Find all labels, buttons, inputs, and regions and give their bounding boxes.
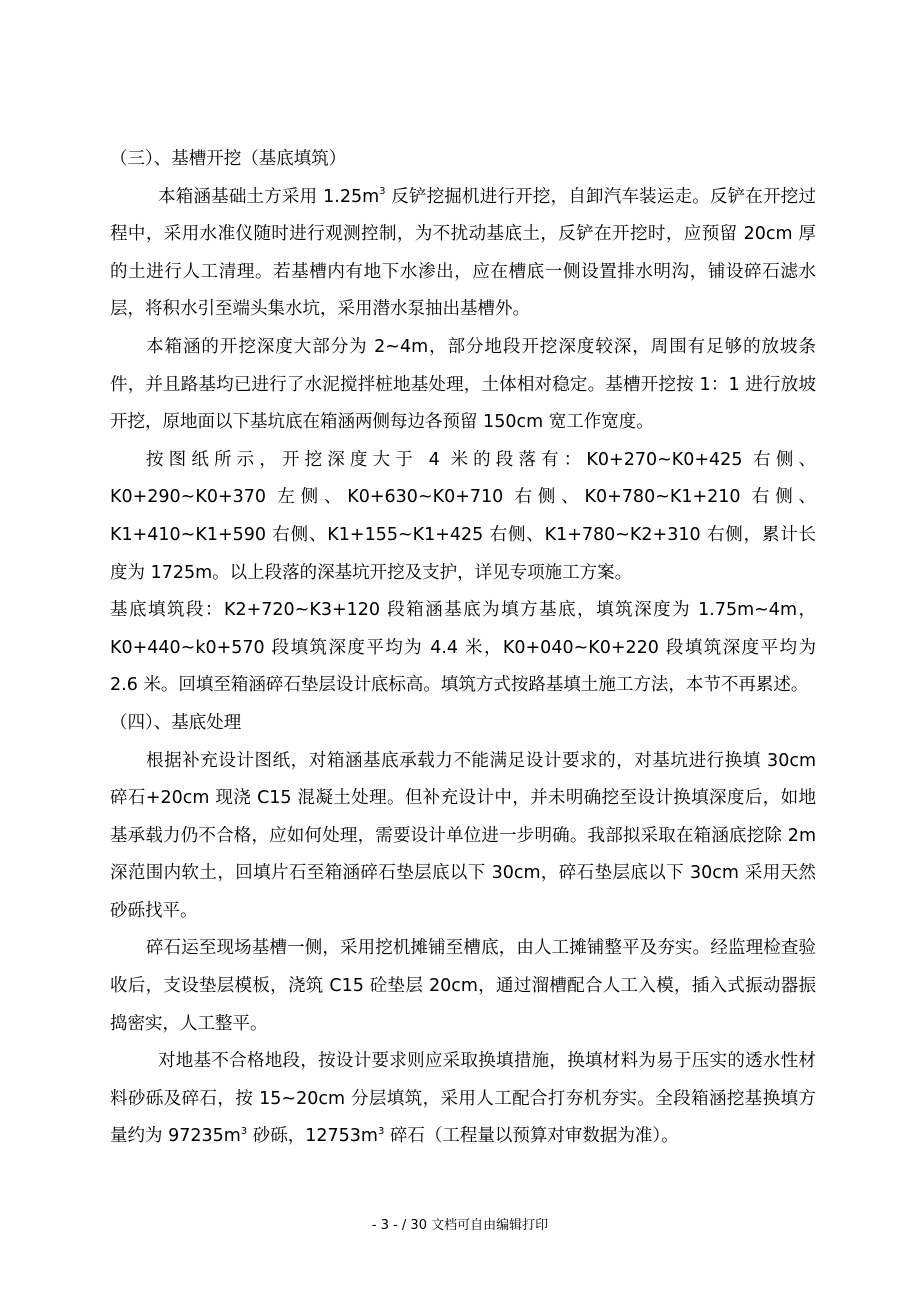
paragraph-replacement-fill	[110, 1043, 816, 1156]
paragraph-foundation-treatment: 根据补充设计图纸，对箱涵基底承载力不能满足设计要求的，对基坑进行换填 30cm 碎石+20cm 现浇 C15 混凝土处理。但补充设计中，并未明确挖至设计换填深度后，如地基承载力仍不合格，应如何处理，需要设计单位进一步明确。我部拟采取在箱涵底挖除 2m 深范围内软土，回填片石至箱涵碎石垫层底以下 30cm，碎石垫层底以下 30cm 采用天然砂砾找平。	[110, 750, 816, 921]
page-footer: - 3 - / 30 文档可自由编辑打印	[371, 1218, 549, 1233]
superscript: 3	[377, 1125, 385, 1137]
paragraph-deep-sections: 按图纸所示，开挖深度大于 4 米的段落有：K0+270~K0+425 右侧、K0+290~K0+370 左侧、K0+630~K0+710 右侧、K0+780~K1+210 右侧、K1+410~K1+590 右侧、K1+155~K1+425 右侧、K1+780~K2+310 右侧，累计长度为 1725m。以上段落的深基坑开挖及支护，详见专项施工方案。	[110, 449, 816, 583]
section-heading-3: （三）、基槽开挖（基底填筑）	[110, 149, 347, 169]
superscript: 3	[240, 1125, 248, 1137]
paragraph-text: 碎石（工程量以预算对审数据为准）。	[384, 1126, 679, 1147]
paragraph-gravel-placement: 碎石运至现场基槽一侧，采用挖机摊铺至槽底，由人工摊铺整平及夯实。经监理检查验收后，支设垫层模板，浇筑 C15 砼垫层 20cm，通过溜槽配合人工入模，插入式振动器振捣密实，人工整平。	[110, 938, 816, 1034]
paragraph-text: 砂砾，12753m	[247, 1126, 378, 1147]
section-heading-4: （四）、基底处理	[110, 712, 242, 733]
document-body	[110, 141, 816, 1156]
paragraph-excavation-method	[110, 179, 816, 329]
paragraph-excavation-depth: 本箱涵的开挖深度大部分为 2~4m，部分地段开挖深度较深，周围有足够的放坡条件，并且路基均已进行了水泥搅拌桩地基处理，土体相对稳定。基槽开挖按 1：1 进行放坡开挖，原地面以下基坑底在箱涵两侧每边各预留 150cm 宽工作宽度。	[110, 336, 816, 433]
paragraph-text: 对地基不合格地段，按设计要求则应采取换填措施，换填材料为易于压实的透水性材料砂砾及碎石，按 15~20cm 分层填筑，采用人工配合打夯机夯实。全段箱涵挖基换填方量约为 97235m	[110, 1051, 816, 1147]
superscript: 3	[379, 185, 386, 197]
paragraph-text: 反铲挖掘机进行开挖，自卸汽车装运走。反铲在开挖过程中，采用水准仪随时进行观测控制，为不扰动基底土，反铲在开挖时，应预留 20cm 厚的土进行人工清理。若基槽内有地下水渗出，应在槽底一侧设置排水明沟，铺设碎石滤水层，将积水引至端头集水坑，采用潜水泵抽出基槽外。	[110, 186, 817, 320]
paragraph-fill-sections: 基底填筑段：K2+720~K3+120 段箱涵基底为填方基底，填筑深度为 1.75m~4m，K0+440~k0+570 段填筑深度平均为 4.4 米，K0+040~K0+220 段填筑深度平均为 2.6 米。回填至箱涵碎石垫层设计底标高。填筑方式按路基填土施工方法，本节不再累述。	[110, 600, 816, 696]
paragraph-text: 本箱涵基础土方采用 1.25m	[158, 186, 380, 207]
